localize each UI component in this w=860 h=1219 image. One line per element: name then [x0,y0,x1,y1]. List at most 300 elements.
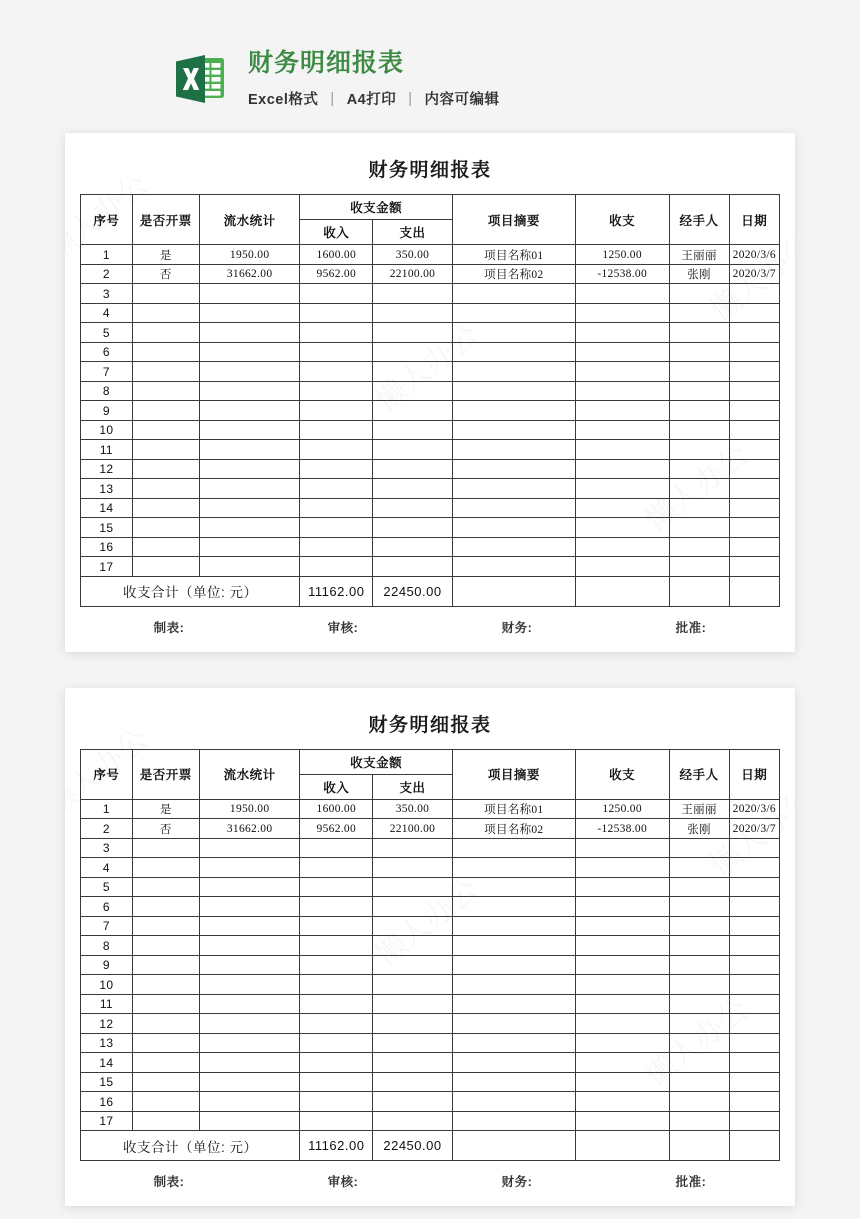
row-cell-income: 1600.00 [300,245,373,265]
row-cell-flow [199,557,300,577]
col-header-date: 日期 [729,749,779,799]
row-cell-balance [575,401,669,421]
row-cell-date [729,440,779,460]
row-cell-item [452,401,575,421]
table-body-1 [81,245,780,577]
row-cell-item [452,303,575,323]
row-cell-expense [373,381,453,401]
total-label: 收支合计（单位: 元） [81,1131,300,1161]
row-cell-income: 9562.00 [300,819,373,839]
col-header-item: 项目摘要 [452,195,575,245]
row-cell-income [300,362,373,382]
row-cell-flow [199,955,300,975]
row-cell-income [300,1033,373,1053]
col-header-amount-group: 收支金额 [300,195,452,220]
table-footer [81,576,780,606]
table-row [81,858,780,878]
row-cell-invoiced [132,362,199,382]
row-cell-agent [669,518,729,538]
row-cell-agent [669,342,729,362]
col-header-index: 序号 [81,749,133,799]
total-balance-blank [575,576,669,606]
row-cell-flow [199,1072,300,1092]
table-row [81,1092,780,1112]
row-cell-balance [575,1092,669,1112]
row-cell-income [300,479,373,499]
row-cell-item: 项目名称02 [452,819,575,839]
table-row [81,975,780,995]
row-cell-date [729,877,779,897]
row-cell-expense [373,342,453,362]
row-cell-balance [575,420,669,440]
row-cell-expense [373,936,453,956]
row-cell-index: 7 [81,916,133,936]
row-cell-agent [669,459,729,479]
row-cell-index: 9 [81,955,133,975]
row-cell-balance [575,303,669,323]
row-cell-balance [575,994,669,1014]
row-cell-expense [373,955,453,975]
signature-preparer: 制表: [153,620,185,635]
table-row [81,838,780,858]
table-row [81,1014,780,1034]
col-header-agent: 经手人 [669,195,729,245]
row-cell-date [729,994,779,1014]
row-cell-index: 2 [81,819,133,839]
row-cell-balance [575,479,669,499]
row-cell-expense [373,877,453,897]
row-cell-index: 1 [81,245,133,265]
row-cell-item [452,479,575,499]
row-cell-flow [199,479,300,499]
total-income: 11162.00 [300,1131,373,1161]
row-cell-index: 15 [81,1072,133,1092]
signature-finance: 财务: [501,620,533,635]
row-cell-item [452,877,575,897]
row-cell-income [300,323,373,343]
row-cell-income [300,838,373,858]
row-cell-income [300,994,373,1014]
row-cell-flow [199,284,300,304]
row-cell-income [300,381,373,401]
table-row [81,264,780,284]
row-cell-date: 2020/3/6 [729,245,779,265]
row-cell-agent [669,1092,729,1112]
row-cell-flow [199,440,300,460]
row-cell-agent [669,557,729,577]
row-cell-expense: 22100.00 [373,264,453,284]
row-cell-item [452,362,575,382]
table-row [81,459,780,479]
row-cell-item [452,1033,575,1053]
row-cell-income [300,459,373,479]
row-cell-invoiced [132,936,199,956]
row-cell-invoiced [132,323,199,343]
row-cell-flow [199,1014,300,1034]
row-cell-index: 9 [81,401,133,421]
table-row [81,819,780,839]
row-cell-date [729,459,779,479]
row-cell-invoiced [132,1033,199,1053]
meta-separator-2: | [408,90,413,107]
total-item-blank [452,1131,575,1161]
row-cell-flow [199,401,300,421]
row-cell-date [729,916,779,936]
col-header-invoiced: 是否开票 [132,749,199,799]
col-header-invoiced: 是否开票 [132,195,199,245]
row-cell-index: 16 [81,1092,133,1112]
row-cell-expense [373,838,453,858]
row-cell-invoiced [132,440,199,460]
row-cell-balance: -12538.00 [575,819,669,839]
row-cell-expense [373,994,453,1014]
row-cell-income [300,916,373,936]
row-cell-agent [669,303,729,323]
row-cell-flow: 31662.00 [199,264,300,284]
row-cell-expense: 22100.00 [373,819,453,839]
row-cell-agent [669,479,729,499]
table-row [81,994,780,1014]
row-cell-balance: 1250.00 [575,799,669,819]
row-cell-flow [199,838,300,858]
row-cell-invoiced [132,498,199,518]
table-row [81,420,780,440]
row-cell-expense [373,1092,453,1112]
row-cell-invoiced: 是 [132,245,199,265]
row-cell-date [729,420,779,440]
row-cell-invoiced [132,479,199,499]
row-cell-expense [373,557,453,577]
col-header-balance: 收支 [575,195,669,245]
row-cell-agent: 王丽丽 [669,799,729,819]
row-cell-agent [669,401,729,421]
excel-logo-icon [172,50,230,108]
row-cell-item [452,459,575,479]
row-cell-flow [199,303,300,323]
signature-approver: 批准: [675,620,707,635]
row-cell-index: 13 [81,479,133,499]
row-cell-flow [199,994,300,1014]
row-cell-index: 17 [81,1111,133,1131]
row-cell-date [729,858,779,878]
row-cell-expense [373,1053,453,1073]
row-cell-item: 项目名称02 [452,264,575,284]
col-header-item: 项目摘要 [452,749,575,799]
table-body-2 [81,799,780,1131]
row-cell-invoiced [132,420,199,440]
row-cell-date [729,381,779,401]
signature-preparer: 制表: [153,1175,185,1190]
finance-detail-table [80,749,780,1162]
row-cell-item [452,518,575,538]
row-cell-agent: 张刚 [669,264,729,284]
row-cell-balance [575,975,669,995]
signature-row-2 [80,1172,780,1192]
row-cell-agent [669,936,729,956]
total-row [81,1131,780,1161]
meta-print: A4打印 [346,92,397,109]
table-row [81,916,780,936]
table-header-row-1 [81,195,780,220]
finance-detail-table [80,194,780,607]
row-cell-item [452,381,575,401]
table-row [81,303,780,323]
row-cell-flow: 1950.00 [199,245,300,265]
row-cell-balance [575,916,669,936]
row-cell-flow [199,1053,300,1073]
col-header-amount-group: 收支金额 [300,749,452,774]
row-cell-item: 项目名称01 [452,799,575,819]
row-cell-income [300,1072,373,1092]
row-cell-index: 11 [81,994,133,1014]
preview-card-1 [65,133,795,652]
row-cell-item [452,537,575,557]
row-cell-expense [373,1033,453,1053]
table-row [81,245,780,265]
row-cell-date [729,897,779,917]
row-cell-balance: 1250.00 [575,245,669,265]
table-row [81,1072,780,1092]
row-cell-date [729,498,779,518]
row-cell-flow [199,975,300,995]
row-cell-item [452,1072,575,1092]
row-cell-balance [575,858,669,878]
row-cell-item [452,557,575,577]
row-cell-agent [669,323,729,343]
row-cell-flow [199,537,300,557]
row-cell-flow [199,342,300,362]
page-title: 财务明细报表 [248,49,405,77]
header-text-block [248,48,500,109]
row-cell-invoiced [132,537,199,557]
row-cell-income [300,975,373,995]
row-cell-agent [669,858,729,878]
row-cell-item [452,342,575,362]
row-cell-item [452,916,575,936]
table-row [81,381,780,401]
row-cell-income [300,420,373,440]
row-cell-balance [575,936,669,956]
total-agent-blank [669,1131,729,1161]
row-cell-balance [575,498,669,518]
total-item-blank [452,576,575,606]
row-cell-expense [373,303,453,323]
row-cell-income [300,1092,373,1112]
row-cell-item [452,936,575,956]
row-cell-flow [199,381,300,401]
row-cell-invoiced [132,1053,199,1073]
row-cell-invoiced [132,518,199,538]
row-cell-index: 5 [81,877,133,897]
row-cell-income [300,537,373,557]
table-row [81,323,780,343]
row-cell-expense [373,440,453,460]
row-cell-invoiced [132,858,199,878]
row-cell-balance [575,362,669,382]
row-cell-index: 3 [81,284,133,304]
row-cell-invoiced: 否 [132,264,199,284]
row-cell-balance [575,1033,669,1053]
row-cell-agent: 王丽丽 [669,245,729,265]
row-cell-invoiced [132,1111,199,1131]
row-cell-index: 11 [81,440,133,460]
table-footer [81,1131,780,1161]
row-cell-balance [575,1111,669,1131]
row-cell-invoiced [132,897,199,917]
row-cell-income [300,284,373,304]
col-header-expense: 支出 [373,774,453,799]
row-cell-balance [575,342,669,362]
row-cell-expense [373,362,453,382]
row-cell-expense [373,479,453,499]
total-agent-blank [669,576,729,606]
row-cell-index: 3 [81,838,133,858]
row-cell-index: 15 [81,518,133,538]
row-cell-flow [199,1092,300,1112]
table-row [81,955,780,975]
sheet-title: 财务明细报表 [368,714,492,736]
table-row [81,362,780,382]
total-expense: 22450.00 [373,576,453,606]
row-cell-invoiced [132,877,199,897]
row-cell-date: 2020/3/7 [729,819,779,839]
row-cell-agent [669,916,729,936]
table-row [81,284,780,304]
row-cell-expense: 350.00 [373,799,453,819]
signature-finance: 财务: [501,1175,533,1190]
row-cell-agent [669,897,729,917]
table-row [81,479,780,499]
row-cell-agent [669,284,729,304]
meta-editable: 内容可编辑 [424,92,500,109]
row-cell-index: 12 [81,1014,133,1034]
row-cell-income [300,518,373,538]
row-cell-item [452,284,575,304]
table-row [81,936,780,956]
row-cell-date [729,284,779,304]
row-cell-flow [199,936,300,956]
row-cell-index: 14 [81,498,133,518]
row-cell-invoiced [132,557,199,577]
row-cell-income [300,557,373,577]
col-header-flow: 流水统计 [199,749,300,799]
table-row [81,1111,780,1131]
row-cell-item [452,323,575,343]
row-cell-balance [575,877,669,897]
row-cell-index: 2 [81,264,133,284]
row-cell-index: 5 [81,323,133,343]
total-income: 11162.00 [300,576,373,606]
meta-separator-1: | [330,90,335,107]
row-cell-balance [575,955,669,975]
row-cell-date [729,479,779,499]
table-row [81,440,780,460]
row-cell-invoiced: 否 [132,819,199,839]
row-cell-invoiced [132,1072,199,1092]
row-cell-expense [373,1111,453,1131]
row-cell-expense [373,858,453,878]
row-cell-expense [373,323,453,343]
row-cell-income [300,342,373,362]
row-cell-date [729,537,779,557]
row-cell-index: 8 [81,381,133,401]
row-cell-flow [199,323,300,343]
row-cell-item [452,838,575,858]
row-cell-invoiced [132,459,199,479]
row-cell-date [729,1111,779,1131]
row-cell-balance [575,1014,669,1034]
table-row [81,537,780,557]
row-cell-income [300,401,373,421]
row-cell-date [729,1053,779,1073]
row-cell-index: 12 [81,459,133,479]
row-cell-item [452,1014,575,1034]
row-cell-income [300,1053,373,1073]
preview-card-2 [65,688,795,1207]
row-cell-date [729,975,779,995]
row-cell-agent [669,362,729,382]
row-cell-balance [575,284,669,304]
row-cell-index: 7 [81,362,133,382]
col-header-flow: 流水统计 [199,195,300,245]
total-expense: 22450.00 [373,1131,453,1161]
row-cell-agent: 张刚 [669,819,729,839]
row-cell-flow [199,1111,300,1131]
row-cell-agent [669,877,729,897]
row-cell-balance [575,838,669,858]
row-cell-flow [199,897,300,917]
row-cell-date [729,936,779,956]
row-cell-date [729,557,779,577]
row-cell-expense [373,1014,453,1034]
row-cell-item [452,420,575,440]
meta-format: Excel格式 [248,92,319,109]
row-cell-date [729,303,779,323]
row-cell-expense [373,537,453,557]
signature-row-1 [80,618,780,638]
row-cell-item [452,975,575,995]
row-cell-invoiced [132,284,199,304]
row-cell-date: 2020/3/6 [729,799,779,819]
row-cell-balance [575,1072,669,1092]
row-cell-expense [373,420,453,440]
row-cell-item [452,498,575,518]
row-cell-invoiced [132,1014,199,1034]
row-cell-income [300,303,373,323]
total-date-blank [729,576,779,606]
document-meta [248,88,500,109]
row-cell-index: 17 [81,557,133,577]
row-cell-expense [373,916,453,936]
table-header [81,749,780,799]
row-cell-balance [575,518,669,538]
row-cell-index: 6 [81,897,133,917]
total-row [81,576,780,606]
row-cell-item [452,1111,575,1131]
sheet-title: 财务明细报表 [368,160,492,182]
row-cell-item [452,440,575,460]
row-cell-flow [199,518,300,538]
row-cell-expense [373,975,453,995]
row-cell-flow [199,877,300,897]
row-cell-flow: 31662.00 [199,819,300,839]
row-cell-income: 9562.00 [300,264,373,284]
col-header-income: 收入 [300,220,373,245]
row-cell-invoiced [132,955,199,975]
row-cell-item [452,994,575,1014]
row-cell-invoiced [132,342,199,362]
row-cell-index: 1 [81,799,133,819]
